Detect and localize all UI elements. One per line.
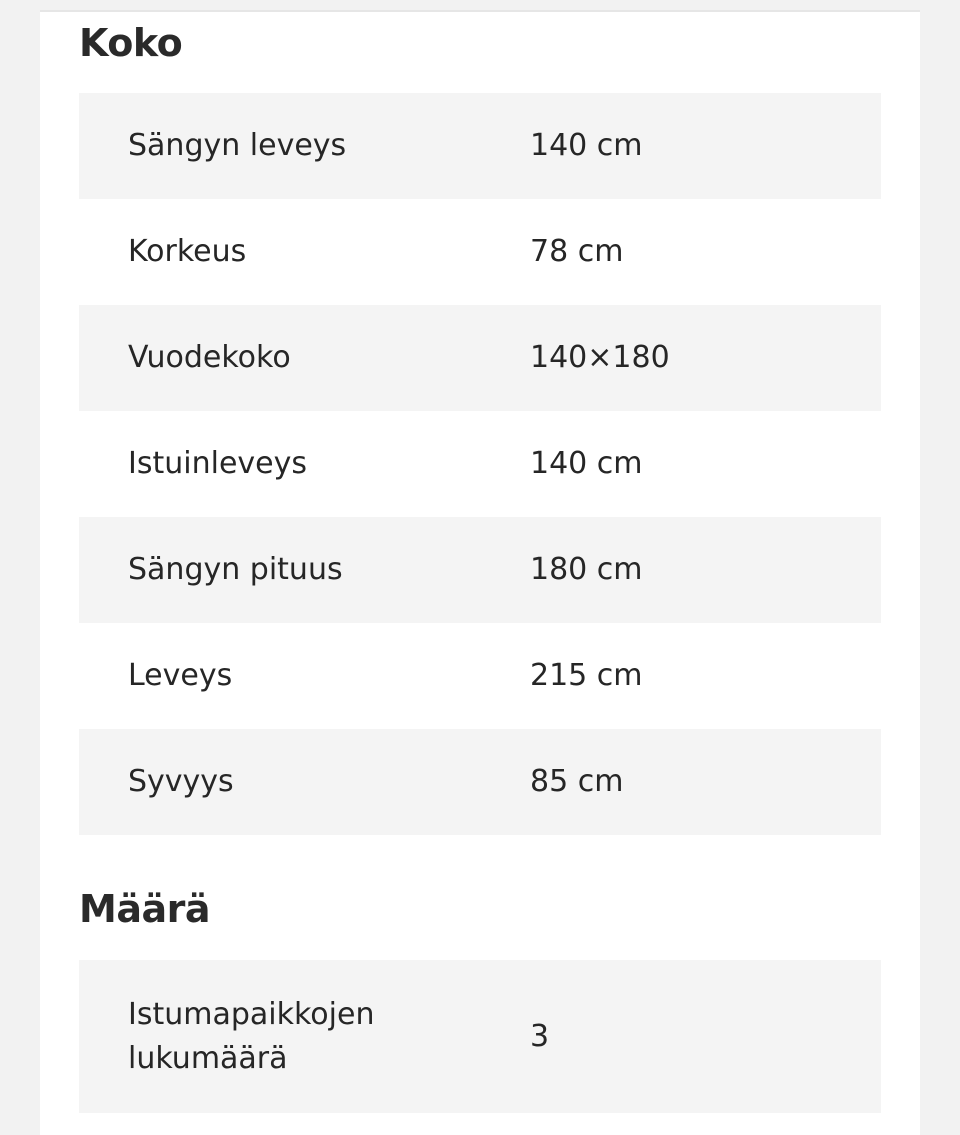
size-spec-table xyxy=(79,93,881,835)
spec-row-istumapaikkojen-lukumaara xyxy=(79,960,881,1113)
spec-value: 78 cm xyxy=(530,234,624,269)
spec-value: 3 xyxy=(530,1018,550,1054)
spec-row-istuinleveys xyxy=(79,411,881,517)
spec-row-vuodekoko xyxy=(79,305,881,411)
spec-row-sangyn-pituus xyxy=(79,517,881,623)
spec-row-sangyn-leveys xyxy=(79,93,881,199)
spec-value: 140×180 xyxy=(530,340,670,375)
spec-label: Istuinleveys xyxy=(128,446,307,481)
spec-label: Istumapaikkojen lukumäärä xyxy=(128,996,375,1076)
spec-label: Vuodekoko xyxy=(128,340,291,375)
section-title-maara: Määrä xyxy=(79,887,210,931)
spec-label: Korkeus xyxy=(128,234,247,269)
spec-value: 180 cm xyxy=(530,552,643,587)
spec-value: 215 cm xyxy=(530,658,643,693)
spec-label: Syvyys xyxy=(128,764,234,799)
spec-label: Sängyn leveys xyxy=(128,128,347,163)
spec-value: 85 cm xyxy=(530,764,624,799)
spec-label: Sängyn pituus xyxy=(128,552,343,587)
spec-row-syvyys xyxy=(79,729,881,835)
product-specifications-card xyxy=(40,10,920,1135)
quantity-spec-table xyxy=(79,960,881,1113)
spec-label: Leveys xyxy=(128,658,233,693)
spec-value: 140 cm xyxy=(530,128,643,163)
section-title-koko: Koko xyxy=(79,21,183,65)
spec-value: 140 cm xyxy=(530,446,643,481)
spec-row-leveys xyxy=(79,623,881,729)
spec-row-korkeus xyxy=(79,199,881,305)
